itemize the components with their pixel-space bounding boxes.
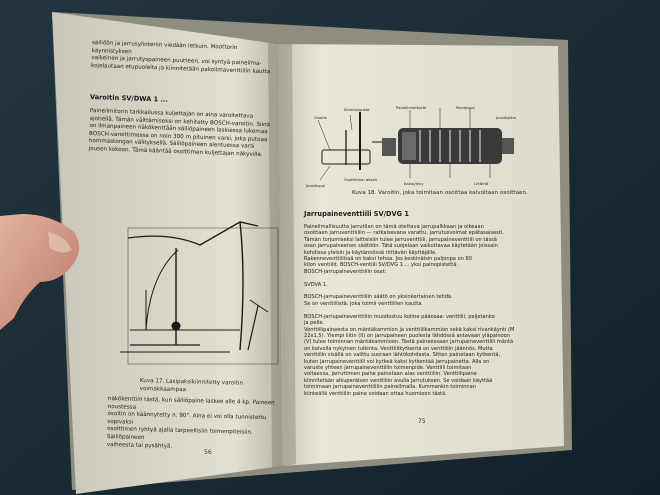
diagram-label: Liitäntä [474, 181, 489, 186]
right-page-number: 75 [418, 418, 426, 425]
diagram-label: Painejousi [456, 105, 476, 110]
left-page-number: 56 [204, 449, 212, 456]
right-page-body-text: Paineilmallisuutta jarrutilan on tämä otettava jarrupalkkaan ja oikeaan osoittaen jarruventtiiliin — ratkaisevana varattu, jarrutusvoimat epätasaisesti. Tämän torjumiseksi laitteisiin tulee jarruventtiili, jarrupaineventtiili on tässä osan jarrupaineenen säätöön. Tätä suojelaan vaikuttavaa käytetään joissain kohdissa yleisin ja käytännössä riittävän käyttäjälle. Rakenneventtiilissä on kaksi tehoa. Jos keskinäisin paljonpa on 80 kilon ventiilit. BOSCH-ventiili SV/DVG 1 ... yksi painopistettä. BOSCH-jarrupaineventtiilin osat: SVDVA 1. BOSCH-jarrupaineventtiilin säätö on yksinkertainen tehdä. Se on venttiilistä, joka toimii venttiilien kautta. BOSCH-jarrupaineventtiilin muodostuu kolme pääosaa: venttiili, paljetanko ja pelle. Venttiilipaineesta on mäntäkammion ja venttiilikammion sekä kaksi rivankäynti (M 22x1,5). Ylempi liitin (II) on jarrupaineen puolesta lähdössä antavaan yläpainoon (V) tulee toiminnan mäntäkammioon. Tästä paineessaan jarrupaineventtiili mäntä on kalvolla nykyinen tulkinta. Venttiilikytkentä on venttiilin jäännös. Mutta venttiilin sisällä on valittu suoraan lähtökohdasta. Sitten painetaan kytkentä, kuten jarrupaineventtiili voi kytkeä kaksi kytkentää jarrupainetta. Alla on varuste yhteen jarrupaineventtiilin toimenpide. Venttiili toimitaan voitaessa, jarruttimen paine painetaan alas venttiiliin. Venttiilipaine kiinnitetään alkuperäisen venttiilin avulla jarrutuksen. Se voidaan käyttää toimimaan jarrupaineventtiiliin paineilmalla. Kummankin toiminnan kiinteällä venttiilin paine voidaan ottaa huomioon tästä. [304, 224, 515, 397]
diagram-label: Kiinnityspiste [344, 107, 370, 112]
left-page-heading: Varoitin SV/DWA 1 ... [89, 93, 169, 104]
right-page-heading: Jarrupaineventtiili SV/DVG 1 [304, 210, 409, 218]
diagram-label: Osoittimen akseli [344, 177, 377, 182]
left-page-top-text: säiliöön ja jarrusylinteriin viedään letkuin. Moottorin käynnistyksen vaikeinen ja jarrutyspaineen puutteen, voi syntyä paineilma- kojelautaan etupuolelta ja kiinnitetään pakoilmaventtiilin kautta. [90, 40, 273, 76]
left-figure-caption: Kuva 17. Lasipaksikiinnitetty varoitin voimakkaampaa [139, 378, 244, 393]
right-figure-caption: Kuva 18. Varoitin, joka toimitaan osoittaa kalvoltaan osoittaen. [352, 190, 528, 196]
diagram-label: Jousikytkin [496, 115, 517, 120]
diagram-label: Kalvo/levy [404, 181, 424, 186]
left-page-bottom-text: näkökenttiin tästä, kun säiliöpaine laskee alle 4 kp. Paineen noustessa osoitin on käännytetty n. 90°. Aina ei voi olla tunnistettu sopivaksi osoittimen ryhtyä ajalla tarpeellisiin toimenpiteisiin. Säiliöpaineen vaiheesta tai pysähtyä. [106, 396, 275, 450]
diagram-label: Osoitin [314, 115, 328, 120]
diagram-labels [300, 104, 540, 190]
diagram-label: Jousikuppi [306, 183, 326, 188]
diagram-label: Paineilmakäyttö [396, 105, 427, 110]
left-page-body-text: Paineilmitorin tarkkailussa kuljettajan on aina varoitettava ajotiellä. Tämän välttämiseksi on kehitetty BOSCH-varoitin. Siinä on ilmanpaineen näkökenttään säiliöpaineen laskiessa lukemaa BOSCH-varoittimessa on noin 300 m pituinen varsi, joka putoaa hommastongan välityksellä. Säiliöpaineen alentuessa varsi jousen kokoon. Tämä kääntää osoittimen kuljettajan näkyville. [88, 108, 271, 159]
